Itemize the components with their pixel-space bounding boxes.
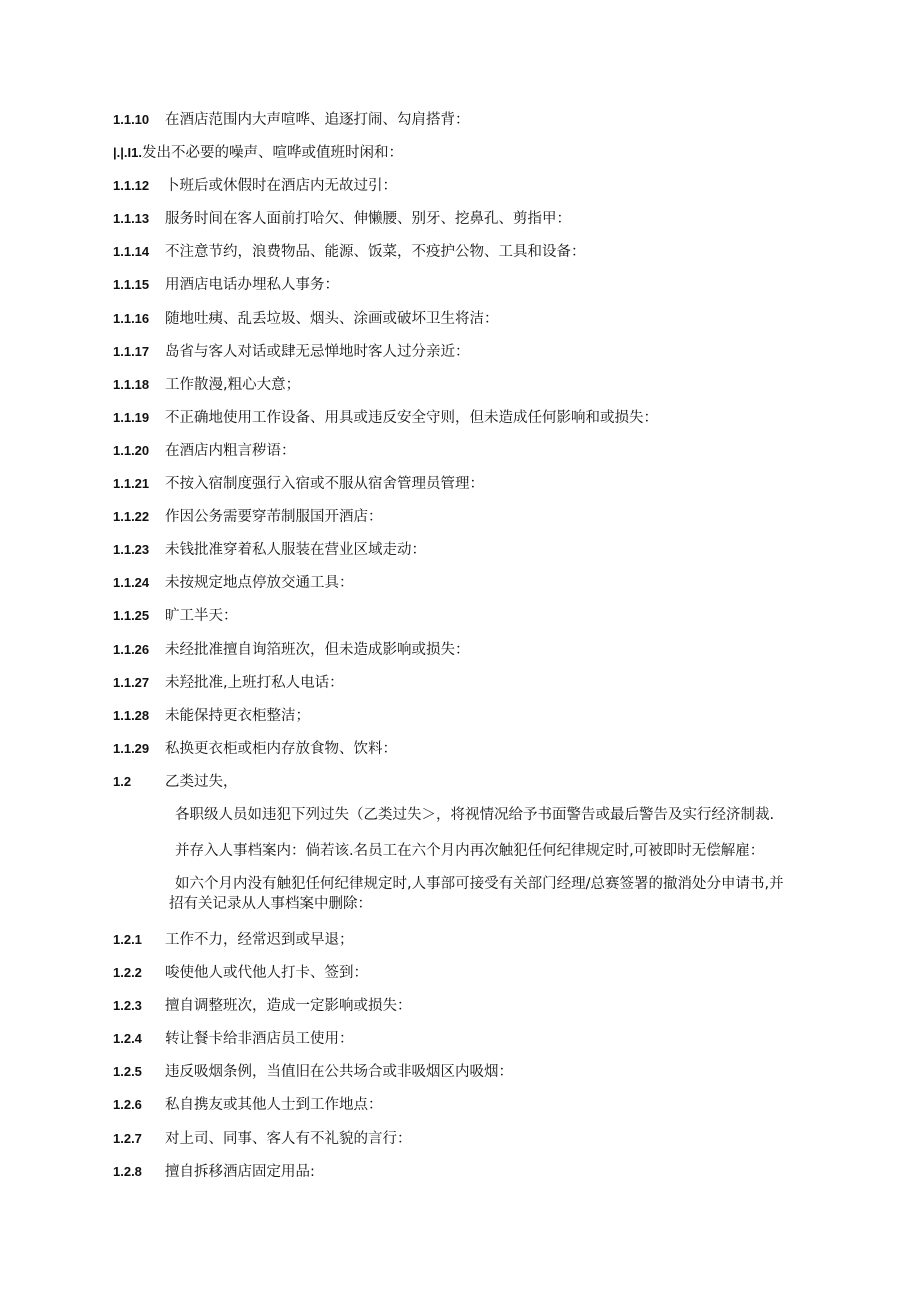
list-item [113, 1062, 833, 1095]
list-item [113, 706, 833, 739]
item-number: 1.2.7 [113, 1130, 142, 1146]
item-number: 1.1.14 [113, 244, 150, 260]
item-number: 1.1.25 [113, 608, 150, 624]
list-item [113, 963, 833, 996]
item-number: 1.1.20 [113, 442, 150, 458]
item-text: 不按入宿制度强行入宿或不服从宿舍管理员管理： [165, 476, 484, 493]
list-item [113, 930, 833, 963]
item-text: 未羟批准,上班打私人电话： [165, 674, 344, 691]
item-number: 1.2.1 [113, 931, 142, 947]
item-number: 1.2.4 [113, 1031, 142, 1047]
list-item [113, 1095, 833, 1128]
list-item [113, 739, 833, 772]
paragraph: 并存入人事档案内：倘若该.名员工在六个月内再次触犯任何纪律规定时,可被即时无偿解雇： [175, 842, 765, 859]
list-item [113, 242, 833, 275]
list-item [113, 309, 833, 342]
item-number: 1.2.6 [113, 1097, 142, 1113]
item-text: 私换更衣柜或柜内存放食物、饮料： [165, 740, 397, 757]
list-item [113, 441, 833, 474]
item-number: 1.1.23 [113, 542, 150, 558]
paragraph [113, 874, 833, 930]
item-number: 1.1.19 [113, 409, 150, 425]
item-text: 未经批准擅自询箔班次，但未造成影响或损失： [165, 641, 470, 658]
list-item [113, 408, 833, 441]
list-item [113, 1029, 833, 1062]
list-item [113, 673, 833, 706]
item-number: 1.1.17 [113, 343, 150, 359]
item-number: 1.1.13 [113, 211, 150, 227]
item-number: 1.1.16 [113, 310, 150, 326]
item-number: 1.1.18 [113, 376, 150, 392]
item-text: 未按规定地点停放交通工具： [165, 575, 354, 592]
item-text: 在酒店范围内大声喧哗、追逐打闹、勾肩搭背： [165, 112, 470, 128]
item-text: 发出不必要的噪声、喧哗或值班时闲和： [141, 145, 403, 162]
paragraph-line: 如六个月内没有触犯任何纪律规定时,人事部可接受有关部门经理/总赛签署的撤消处分申请书,并 [175, 875, 784, 892]
item-number: 1.2.8 [113, 1163, 142, 1179]
item-text: 未钱批准穿着私人服装在营业区域走动： [165, 542, 426, 559]
item-text: 随地吐痍、乱丢垃圾、烟头、涂画或破坏卫生将洁： [165, 310, 499, 327]
item-text: 不正确地使用工作设备、用具或违反安全守则，但未造成任何影响和或损失： [165, 409, 658, 426]
list-item [113, 342, 833, 375]
item-number: 1.2.2 [113, 965, 142, 981]
item-number: 1.2.3 [113, 998, 142, 1014]
item-number: 1.1.26 [113, 641, 150, 657]
list-item [113, 507, 833, 540]
item-text: 唆使他人或代他人打卡、签到： [165, 965, 368, 982]
item-number: 1.1.21 [113, 476, 150, 492]
item-number: 1.1.12 [113, 178, 150, 194]
item-text: 转让餐卡给非酒店员工使用： [165, 1031, 354, 1048]
item-text: 在酒店内粗言秽语： [165, 442, 296, 459]
list-item [113, 1129, 833, 1162]
item-text: 旷工半天： [165, 608, 238, 625]
item-number: 1.1.22 [113, 509, 150, 525]
list-item [113, 209, 833, 242]
item-number: 1.1.10 [113, 112, 150, 127]
paragraph-line: 招有关记录从人事档案中删除： [169, 895, 372, 912]
item-number: 1.2.5 [113, 1064, 142, 1080]
section-title: 乙类过失， [165, 773, 238, 790]
list-item [113, 1162, 833, 1195]
list-item [113, 606, 833, 639]
list-item [113, 143, 833, 176]
item-text: 对上司、同事、客人有不礼貌的言行： [165, 1130, 412, 1147]
item-text: 违反吸烟条例，当值旧在公共场合或非吸烟区内吸烟： [165, 1064, 513, 1081]
item-text: 服务时间在客人面前打哈欠、伸懒腰、别牙、挖鼻孔、剪指甲： [165, 211, 571, 228]
paragraph: 各职级人员如违犯下列过失（乙类过失＞，将视情况给予书面警告或最后警告及实行经济制裁. [175, 806, 775, 823]
section-heading [113, 772, 833, 805]
item-text: 工作散漫,粗心大意； [165, 376, 301, 393]
item-text: 作因公务需要穿芾制服国开酒店： [165, 509, 383, 526]
item-number: |.|.I1. [113, 145, 142, 161]
item-text: 卜班后或休假时在酒店内无故过引： [165, 178, 397, 195]
document-body [113, 110, 833, 1195]
item-number: 1.1.24 [113, 575, 150, 591]
list-item [113, 540, 833, 573]
list-item [113, 640, 833, 673]
item-number: 1.1.15 [113, 277, 150, 293]
item-text: 私自携友或其他人士到工作地点： [165, 1097, 383, 1114]
item-text: 工作不力，经常迟到或早退； [165, 931, 354, 948]
list-item [113, 110, 833, 143]
list-item [113, 996, 833, 1029]
list-item [113, 474, 833, 507]
list-item [113, 176, 833, 209]
list-item [113, 375, 833, 408]
item-number: 1.1.29 [113, 740, 150, 756]
item-text: 岛省与客人对话或肆无忌惮地时客人过分亲近： [165, 343, 470, 360]
section-number: 1.2 [113, 773, 132, 789]
item-text: 擅自调整班次，造成一定影响或损失： [165, 998, 412, 1015]
item-text: 用酒店电话办埋私人事务： [165, 277, 339, 294]
item-number: 1.1.27 [113, 674, 150, 690]
list-item [113, 275, 833, 308]
item-text: 不注意节约，浪费物品、能源、饭菜，不疫护公物、工具和设备： [165, 244, 586, 261]
item-text: 未能保持更衣柜整洁； [165, 707, 310, 724]
item-number: 1.1.28 [113, 707, 150, 723]
item-text: 擅自拆移酒店固定用品: [165, 1163, 315, 1180]
list-item [113, 573, 833, 606]
